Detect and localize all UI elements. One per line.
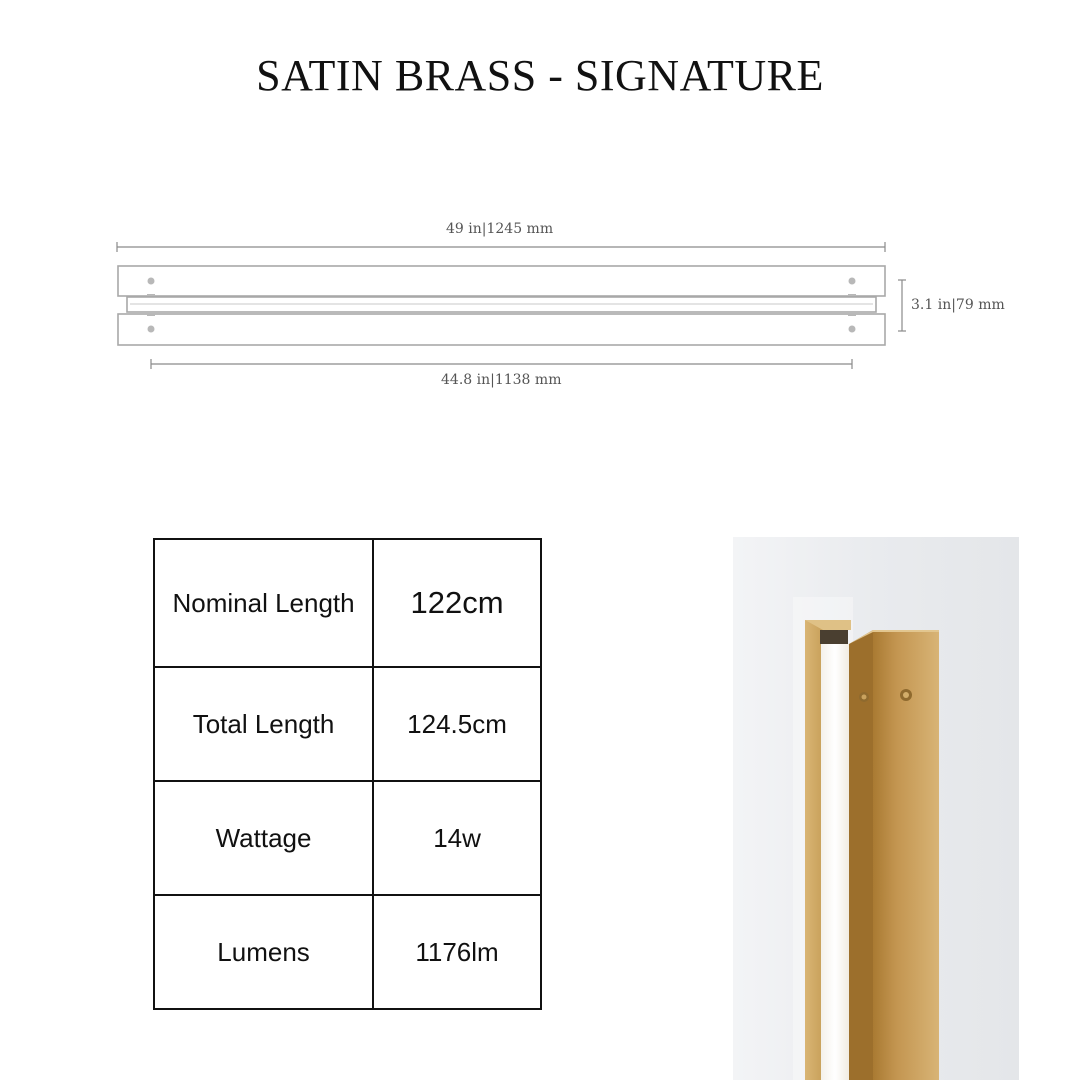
table-row [154,667,541,781]
brass-fixture-illustration [733,537,1019,1080]
table-row [154,781,541,895]
table-row [154,895,541,1009]
mount-width-label: 44.8 in|1138 mm [441,372,562,388]
spec-label: Wattage [154,781,373,895]
spec-value: 14w [373,781,541,895]
screw [148,326,155,333]
spec-label: Nominal Length [154,539,373,667]
screw [849,326,856,333]
upper-bracket [118,266,885,296]
product-photo [733,537,1019,1080]
spec-table [153,538,542,1010]
spec-value: 124.5cm [373,667,541,781]
spec-label: Lumens [154,895,373,1009]
spec-value: 1176lm [373,895,541,1009]
screw [148,278,155,285]
spec-value: 122cm [373,539,541,667]
dimension-drawing [0,200,1080,420]
page-title: SATIN BRASS - SIGNATURE [256,51,824,100]
height-label: 3.1 in|79 mm [911,297,1005,313]
screw [849,278,856,285]
lower-bracket [118,314,885,345]
table-row [154,539,541,667]
spec-label: Total Length [154,667,373,781]
overall-width-label: 49 in|1245 mm [446,221,554,237]
